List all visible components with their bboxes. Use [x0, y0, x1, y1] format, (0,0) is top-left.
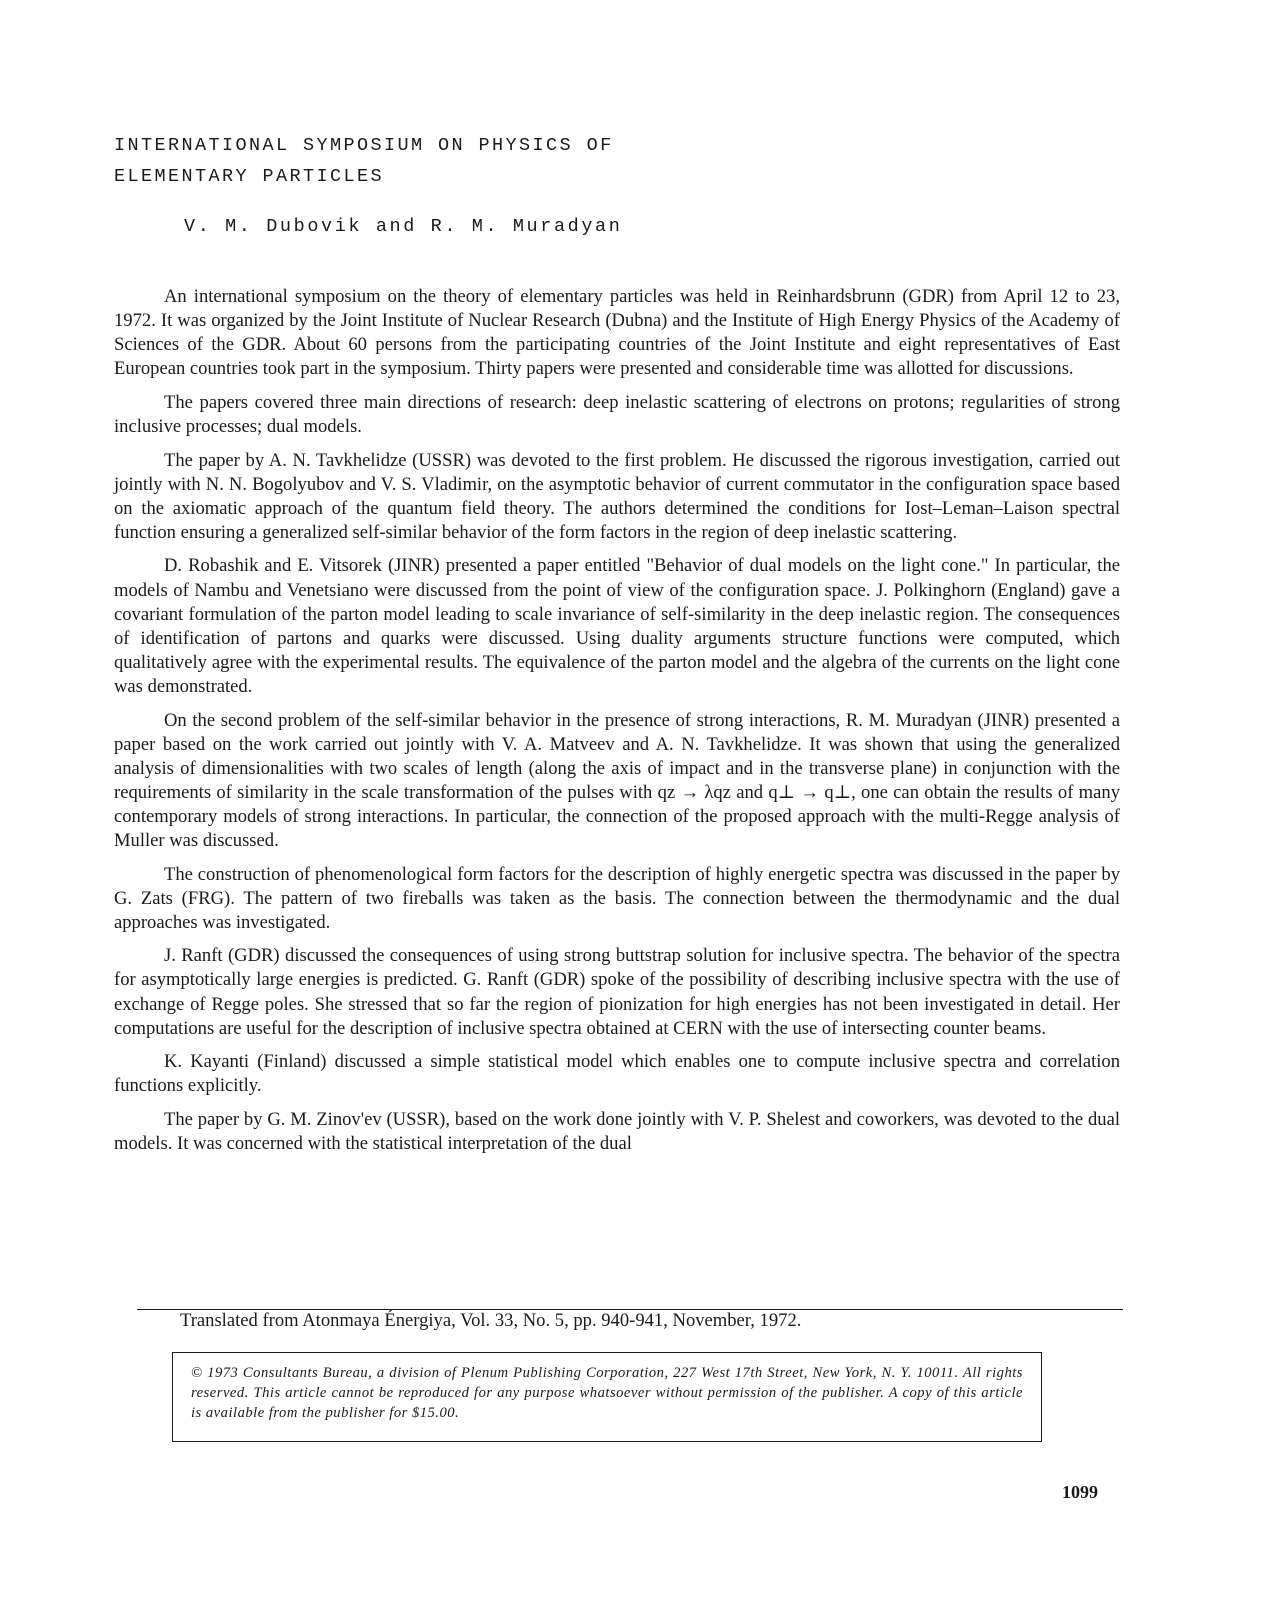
- paragraph-1: An international symposium on the theory of elementary particles was held in Reinhardsbrunn (GDR) from April 12 to 23, 1972. It was organized by the Joint Institute of Nuclear Research (Dubna) and the Institute of High Energy Physics of the Academy of Sciences of the GDR. About 60 persons from the participating countries of the Joint Institute and eight representatives of East European countries took part in the symposium. Thirty papers were presented and considerable time was allotted for discussions.: [114, 286, 1120, 380]
- paragraph-6: The construction of phenomenological form factors for the description of highly energetic spectra was discussed in the paper by G. Zats (FRG). The pattern of two fireballs was taken as the basis. The connection between the thermodynamic and the dual approaches was investigated.: [114, 863, 1120, 933]
- paragraph-9: The paper by G. M. Zinov'ev (USSR), based on the work done jointly with V. P. Shelest and coworkers, was devoted to the dual models. It was concerned with the statistical interpretation of the dual: [114, 1108, 1120, 1154]
- paragraph-5: On the second problem of the self-similar behavior in the presence of strong interactions, R. M. Muradyan (JINR) presented a paper based on the work carried out jointly with V. A. Matveev and A. N. Tavkhelidze. It was shown that using the generalized analysis of dimensionalities with two scales of length (along the axis of impact and in the transverse plane) in conjunction with the requirements of similarity in the scale transformation of the pulses with qz → λqz and q⊥ → q⊥, one can obtain the results of many contemporary models of strong interactions. In particular, the connection of the proposed approach with the multi-Regge analysis of Muller was discussed.: [114, 709, 1120, 851]
- translation-note: Translated from Atonmaya Énergiya, Vol. 33, No. 5, pp. 940-941, November, 1972.: [180, 1310, 802, 1331]
- title-line-1: INTERNATIONAL SYMPOSIUM ON PHYSICS OF: [114, 135, 614, 156]
- copyright-box: [172, 1352, 1042, 1442]
- paragraph-7: J. Ranft (GDR) discussed the consequences of using strong buttstrap solution for inclusive spectra. The behavior of the spectra for asymptotically large energies is predicted. G. Ranft (GDR) spoke of the possibility of describing inclusive spectra with the use of exchange of Regge poles. She stressed that so far the region of pionization for high energies has not been investigated in detail. Her computations are useful for the description of inclusive spectra obtained at CERN with the use of intersecting counter beams.: [114, 945, 1120, 1039]
- authors: V. M. Dubovik and R. M. Muradyan: [184, 216, 623, 237]
- paragraph-2: The papers covered three main directions of research: deep inelastic scattering of electrons on protons; regularities of strong inclusive processes; dual models.: [114, 391, 1120, 437]
- article-title: [114, 130, 814, 192]
- paragraph-4: D. Robashik and E. Vitsorek (JINR) presented a paper entitled "Behavior of dual models on the light cone." In particular, the models of Nambu and Venetsiano were discussed from the point of view of the configuration space. J. Polkinghorn (England) gave a covariant formulation of the parton model leading to scale invariance of self-similarity in the deep inelastic region. The consequences of identification of partons and quarks were discussed. Using duality arguments structure functions were computed, which qualitatively agree with the experimental results. The equivalence of the parton model and the algebra of the currents on the light cone was demonstrated.: [114, 555, 1120, 697]
- article-body: [114, 285, 1120, 1166]
- title-line-2: ELEMENTARY PARTICLES: [114, 166, 385, 187]
- copyright-text: © 1973 Consultants Bureau, a division of Plenum Publishing Corporation, 227 West 17th Street, New York, N. Y. 10011. All rights reserved. This article cannot be reproduced for any purpose whatsoever without permission of the publisher. A copy of this article is available from the publisher for $15.00.: [191, 1365, 1023, 1421]
- page-number: 1099: [1062, 1482, 1098, 1502]
- paragraph-8: K. Kayanti (Finland) discussed a simple statistical model which enables one to compute inclusive spectra and correlation functions explicitly.: [114, 1051, 1120, 1097]
- paragraph-3: The paper by A. N. Tavkhelidze (USSR) was devoted to the first problem. He discussed the rigorous investigation, carried out jointly with N. N. Bogolyubov and V. S. Vladimir, on the asymptotic behavior of current commutator in the configuration space based on the axiomatic approach of the quantum field theory. The authors determined the conditions for Iost–Leman–Laison spectral function ensuring a generalized self-similar behavior of the form factors in the region of deep inelastic scattering.: [114, 449, 1120, 543]
